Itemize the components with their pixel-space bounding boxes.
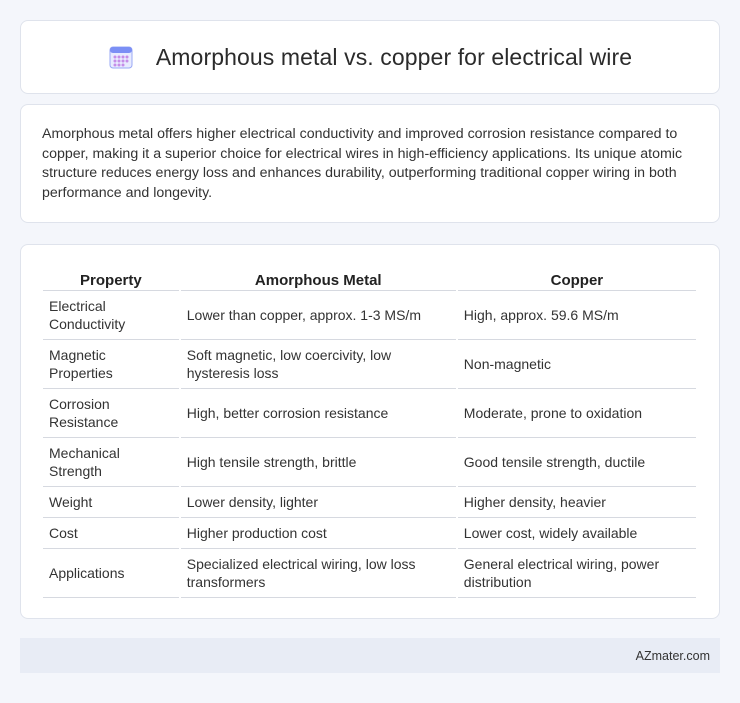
property-cell: Magnetic Properties — [43, 340, 179, 389]
table-row — [43, 340, 696, 389]
table-row — [43, 438, 696, 487]
footer — [20, 638, 720, 673]
copper-cell: High, approx. 59.6 MS/m — [458, 291, 696, 340]
title-card — [20, 20, 720, 94]
copper-cell: Good tensile strength, ductile — [458, 438, 696, 487]
amorphous-cell: Higher production cost — [181, 518, 456, 549]
property-cell: Cost — [43, 518, 179, 549]
amorphous-cell: Lower density, lighter — [181, 487, 456, 518]
amorphous-cell: Specialized electrical wiring, low loss transformers — [181, 549, 456, 598]
amorphous-cell: Lower than copper, approx. 1-3 MS/m — [181, 291, 456, 340]
copper-cell: Non-magnetic — [458, 340, 696, 389]
header-amorphous-metal: Amorphous Metal — [181, 265, 456, 291]
calendar-icon — [108, 44, 134, 70]
property-cell: Electrical Conductivity — [43, 291, 179, 340]
comparison-table — [41, 265, 698, 598]
header-copper: Copper — [458, 265, 696, 291]
amorphous-cell: High, better corrosion resistance — [181, 389, 456, 438]
summary-text: Amorphous metal offers higher electrical conductivity and improved corrosion resistance compared to copper, making it a superior choice for electrical wires in high-efficiency applications. Its unique atomic structure reduces energy loss and enhances durability, outperforming traditional copper wiring in both performance and longevity. — [42, 126, 683, 201]
copper-cell: Moderate, prone to oxidation — [458, 389, 696, 438]
amorphous-cell: High tensile strength, brittle — [181, 438, 456, 487]
amorphous-cell: Soft magnetic, low coercivity, low hysteresis loss — [181, 340, 456, 389]
table-row — [43, 518, 696, 549]
table-row — [43, 389, 696, 438]
table-row — [43, 549, 696, 598]
page-title: Amorphous metal vs. copper for electrical wire — [155, 43, 633, 70]
property-cell: Weight — [43, 487, 179, 518]
copper-cell: General electrical wiring, power distribution — [458, 549, 696, 598]
table-header-row — [43, 265, 696, 291]
copper-cell: Higher density, heavier — [458, 487, 696, 518]
copper-cell: Lower cost, widely available — [458, 518, 696, 549]
header-property: Property — [43, 265, 179, 291]
property-cell: Corrosion Resistance — [43, 389, 179, 438]
footer-site-link[interactable]: AZmater.com — [635, 648, 710, 663]
table-row — [43, 487, 696, 518]
property-cell: Mechanical Strength — [43, 438, 179, 487]
comparison-card — [20, 244, 720, 619]
table-row — [43, 291, 696, 340]
summary-card — [20, 104, 720, 223]
property-cell: Applications — [43, 549, 179, 598]
